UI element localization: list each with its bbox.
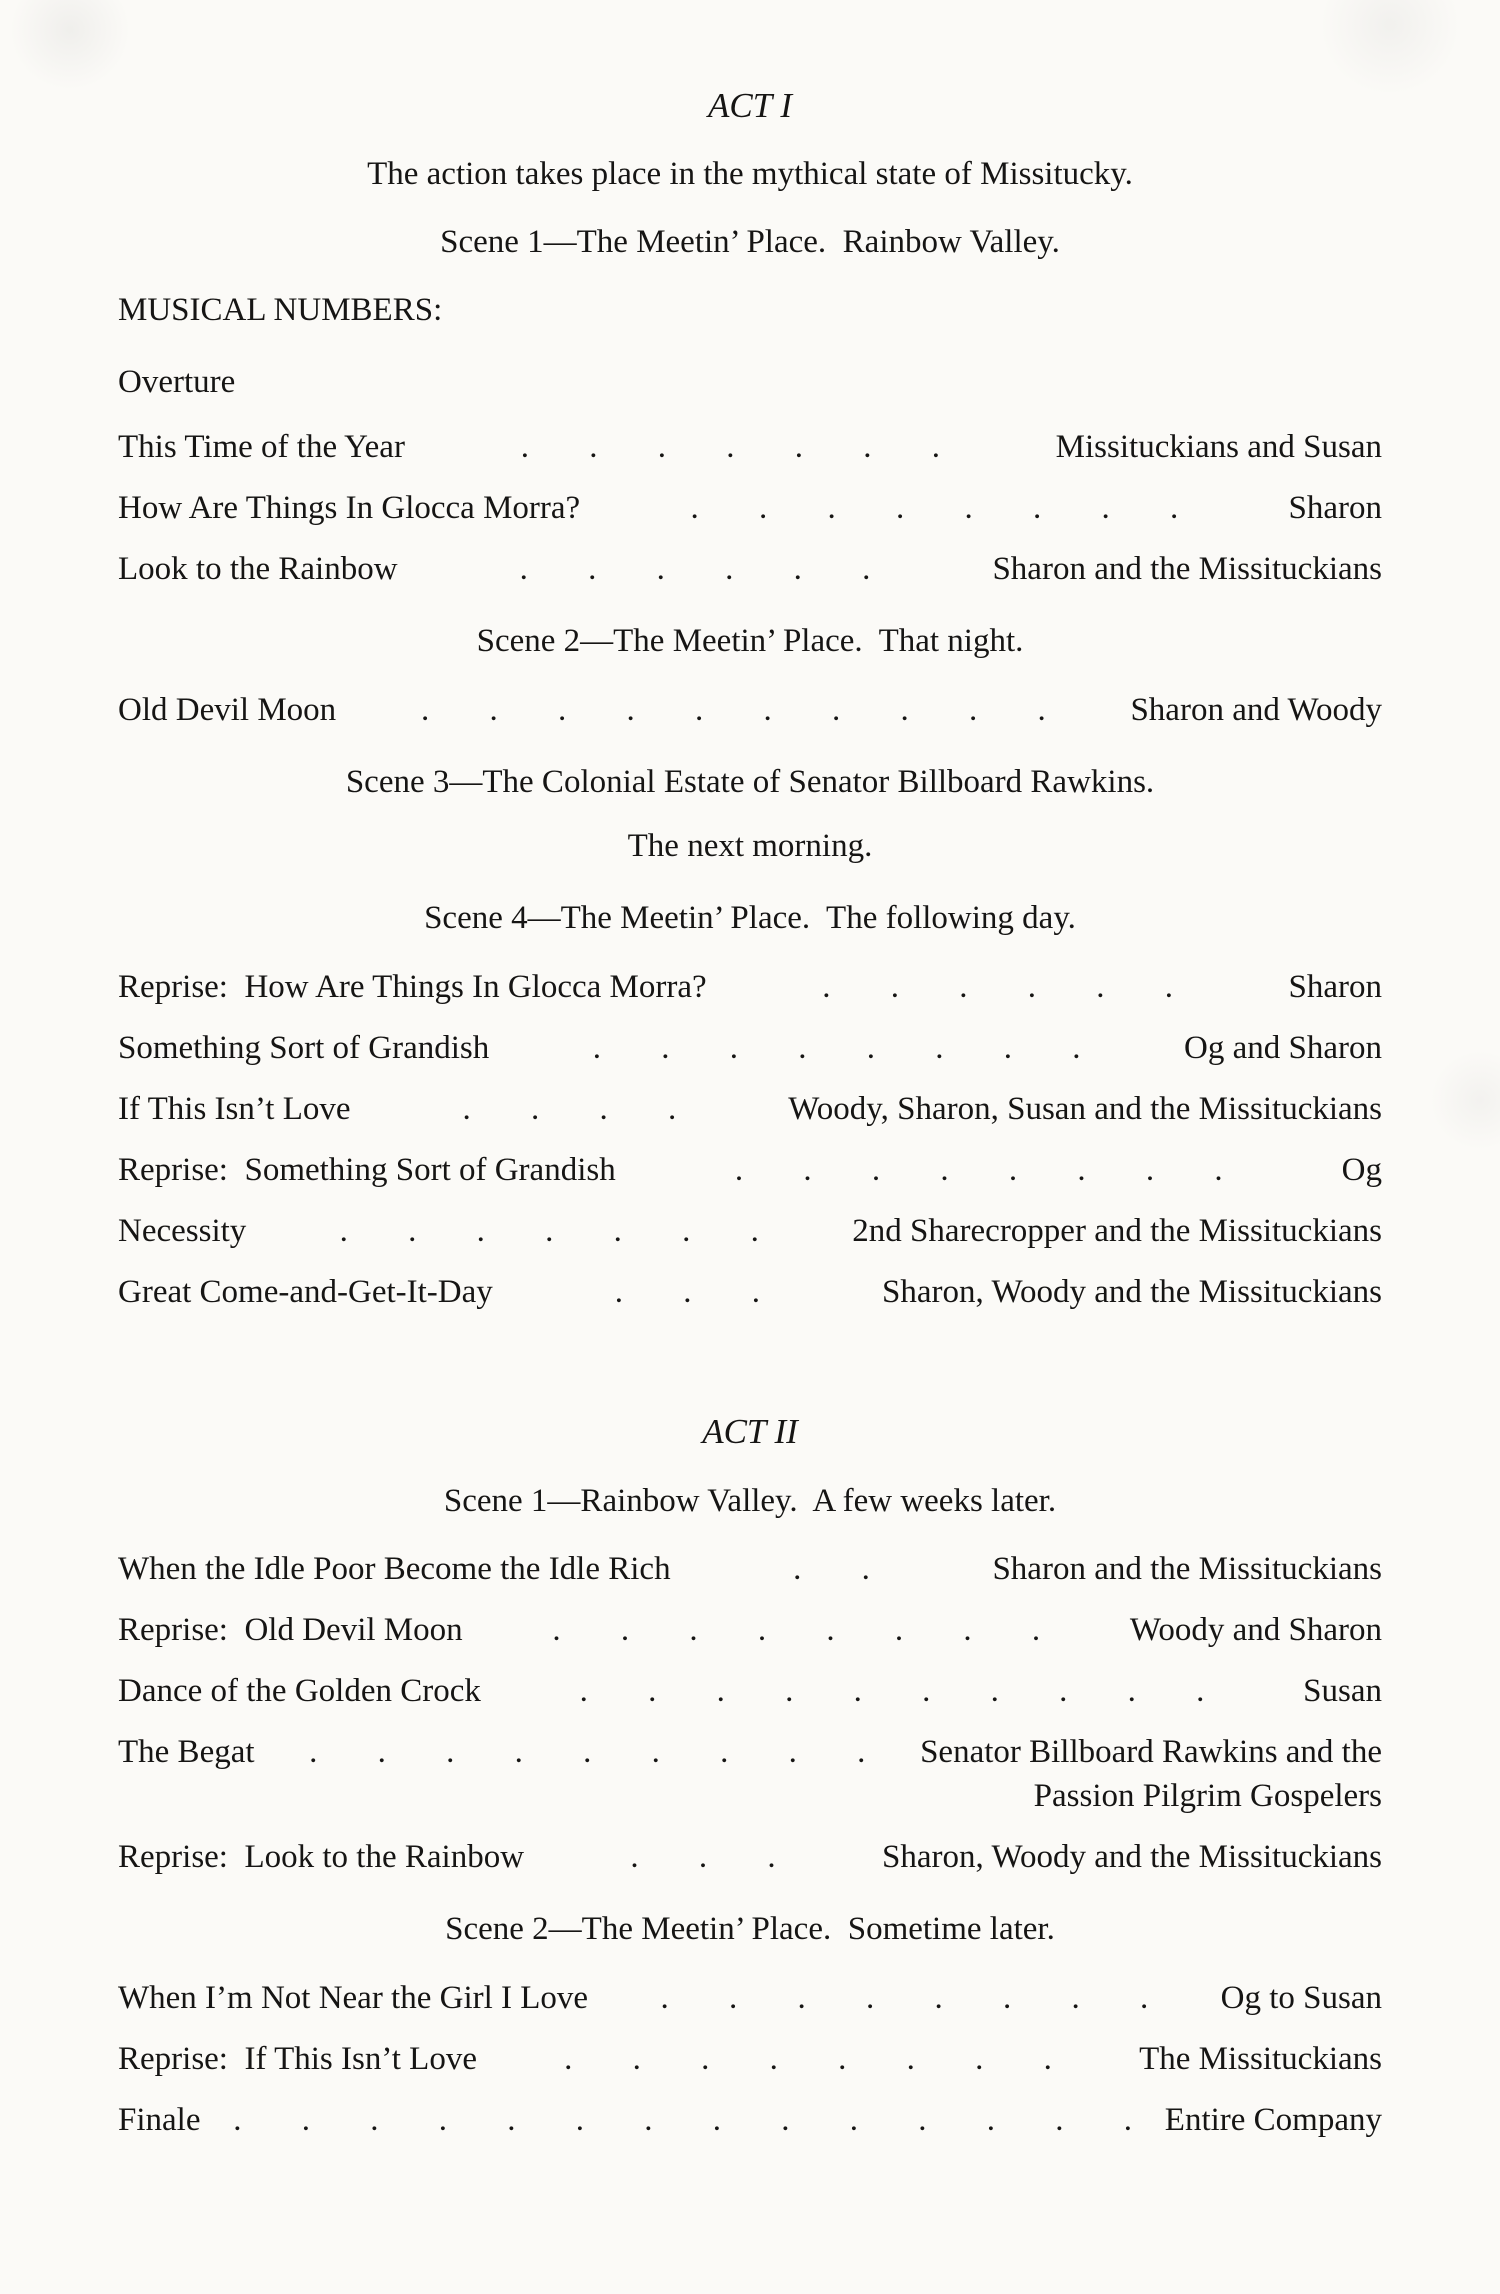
overture-entry: Overture [118, 364, 236, 400]
song-title: Finale [118, 2102, 201, 2138]
song-performers: Sharon and the Missituckians [992, 1551, 1382, 1587]
dot-leader: . . . . . . . . [592, 1030, 1081, 1066]
act2-scene2-heading: Scene 2—The Meetin’ Place. Sometime later. [445, 1911, 1055, 1947]
song-row-finale [118, 2099, 1382, 2141]
song-performers: Sharon and Woody [1130, 692, 1382, 728]
song-performers: Og [1341, 1152, 1382, 1188]
song-title: If This Isn’t Love [118, 1091, 351, 1127]
song-row-reprise-if-this-isnt-love [118, 2038, 1382, 2080]
dot-leader: . . . . . . . . [660, 1980, 1149, 2016]
song-title: Reprise: Old Devil Moon [118, 1612, 463, 1648]
song-row-the-begat [118, 1731, 1382, 1773]
dot-leader: . . . . [462, 1091, 677, 1127]
dot-leader: . . . . . . [822, 969, 1173, 1005]
act1-scene3-heading-line2: The next morning. [627, 828, 873, 864]
dot-leader: . . . [630, 1839, 776, 1875]
song-row-necessity [118, 1210, 1382, 1252]
song-title: Reprise: How Are Things In Glocca Morra? [118, 969, 707, 1005]
dot-leader: . . . . . . . . . . [579, 1673, 1205, 1709]
song-performers: Sharon, Woody and the Missituckians [882, 1839, 1382, 1875]
song-performers: The Missituckians [1139, 2041, 1382, 2077]
dot-leader: . . . [614, 1274, 761, 1310]
song-title: Reprise: Look to the Rainbow [118, 1839, 525, 1875]
song-performers: Woody and Sharon [1129, 1612, 1382, 1648]
act2-heading: ACT II [702, 1412, 798, 1451]
act1-scene1-heading: Scene 1—The Meetin’ Place. Rainbow Valley. [440, 224, 1060, 260]
dot-leader: . . . . . . . . . [309, 1734, 866, 1770]
song-performers: Sharon [1288, 490, 1382, 526]
song-title: This Time of the Year [118, 429, 405, 465]
dot-leader: . . . . . . . . [564, 2041, 1052, 2077]
act2-scene1-heading: Scene 1—Rainbow Valley. A few weeks later. [443, 1483, 1057, 1519]
song-performers: Senator Billboard Rawkins and the [920, 1734, 1382, 1770]
song-performers: Susan [1303, 1673, 1382, 1709]
song-performers: Og and Sharon [1184, 1030, 1382, 1066]
dot-leader: . . . . . . [519, 551, 871, 587]
song-performers: Woody, Sharon, Susan and the Missituckians [788, 1091, 1382, 1127]
song-row-reprise-old-devil-moon [118, 1609, 1382, 1651]
act1-scene2-heading: Scene 2—The Meetin’ Place. That night. [476, 623, 1024, 659]
song-row-something-sort-of-grandish [118, 1027, 1382, 1069]
song-title: When the Idle Poor Become the Idle Rich [118, 1551, 671, 1587]
song-performers: Og to Susan [1220, 1980, 1382, 2016]
act1-setting: The action takes place in the mythical state of Missitucky. [367, 156, 1133, 192]
dot-leader: . . . . . . . . . . [420, 692, 1046, 728]
song-row-when-im-not-near [118, 1977, 1382, 2019]
song-title: Reprise: If This Isn’t Love [118, 2041, 477, 2077]
song-performers: 2nd Sharecropper and the Missituckians [852, 1213, 1382, 1249]
song-title: Great Come-and-Get-It-Day [118, 1274, 493, 1310]
musical-numbers-label: MUSICAL NUMBERS: [118, 292, 443, 328]
song-title: Reprise: Something Sort of Grandish [118, 1152, 616, 1188]
song-title: How Are Things In Glocca Morra? [118, 490, 581, 526]
song-performers: Sharon, Woody and the Missituckians [882, 1274, 1382, 1310]
song-performers: Sharon and the Missituckians [992, 551, 1382, 587]
song-row-great-come-and-get-it-day [118, 1271, 1382, 1313]
song-row-how-are-things [118, 487, 1382, 529]
dot-leader: . . . . . . . . . . . . . . [233, 2102, 1132, 2138]
dot-leader: . . . . . . . . [734, 1152, 1223, 1188]
song-row-dance-of-the-golden-crock [118, 1670, 1382, 1712]
song-performers: Sharon [1288, 969, 1382, 1005]
song-row-reprise-look-to-the-rainbow [118, 1836, 1382, 1878]
dot-leader: . . [793, 1551, 870, 1587]
song-row-this-time-of-the-year [118, 426, 1382, 468]
dot-leader: . . . . . . . . [690, 490, 1179, 526]
song-title: Necessity [118, 1213, 247, 1249]
song-row-reprise-something-sort [118, 1149, 1382, 1191]
dot-leader: . . . . . . . [520, 429, 940, 465]
song-title: Dance of the Golden Crock [118, 1673, 481, 1709]
song-row-when-the-idle-poor [118, 1548, 1382, 1590]
song-row-if-this-isnt-love [118, 1088, 1382, 1130]
song-title: When I’m Not Near the Girl I Love [118, 1980, 589, 2016]
act1-heading: ACT I [708, 86, 792, 125]
dot-leader: . . . . . . . . [552, 1612, 1041, 1648]
song-title: Old Devil Moon [118, 692, 337, 728]
song-performers: Missituckians and Susan [1055, 429, 1382, 465]
act1-scene4-heading: Scene 4—The Meetin’ Place. The following day. [424, 900, 1076, 936]
song-title: Something Sort of Grandish [118, 1030, 490, 1066]
song-performers: Entire Company [1164, 2102, 1382, 2138]
song-title: Look to the Rainbow [118, 551, 398, 587]
song-row-look-to-the-rainbow [118, 548, 1382, 590]
song-performers-continuation: Passion Pilgrim Gospelers [1033, 1778, 1382, 1814]
dot-leader: . . . . . . . [339, 1213, 759, 1249]
song-title: The Begat [118, 1734, 255, 1770]
act1-scene3-heading-line1: Scene 3—The Colonial Estate of Senator Billboard Rawkins. [345, 764, 1155, 800]
song-row-old-devil-moon [118, 689, 1382, 731]
song-row-reprise-how-are-things [118, 966, 1382, 1008]
